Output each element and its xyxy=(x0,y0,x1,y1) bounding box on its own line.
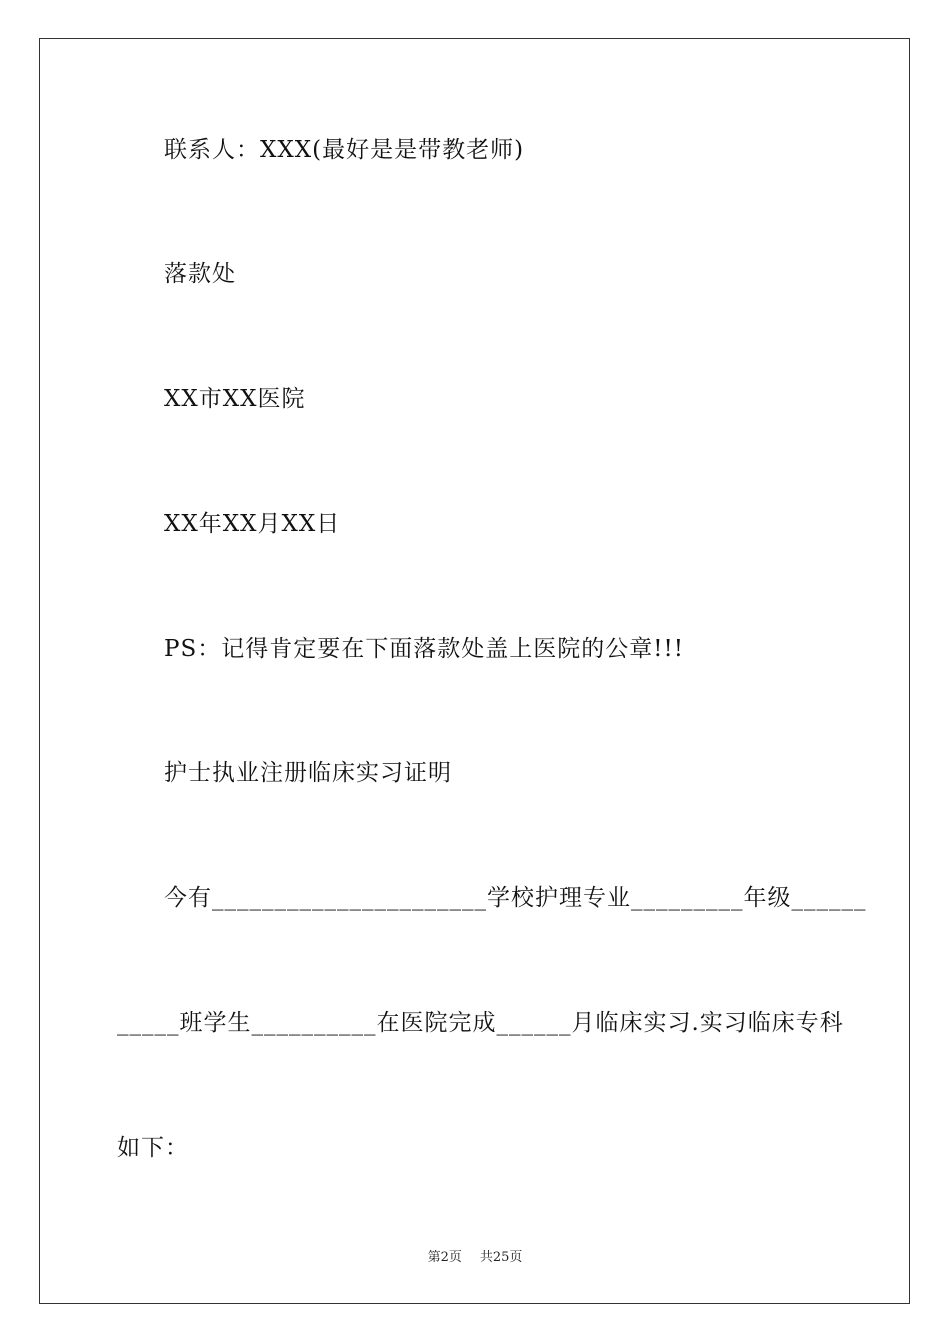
certificate-body-line-1: 今有______________________学校护理专业_________年级______ xyxy=(164,885,867,911)
signature-heading: 落款处 xyxy=(164,261,236,287)
ps-note: PS：记得肯定要在下面落款处盖上医院的公章!!! xyxy=(164,636,684,662)
page-number: 第2页 xyxy=(427,1250,462,1265)
hospital-name-line: XX市XX医院 xyxy=(164,386,306,412)
page-footer xyxy=(0,1249,950,1267)
certificate-title: 护士执业注册临床实习证明 xyxy=(164,760,452,786)
page-border xyxy=(39,38,910,1304)
page-total: 共25页 xyxy=(479,1250,523,1265)
date-line: XX年XX月XX日 xyxy=(164,511,341,537)
certificate-body-line-3: 如下： xyxy=(117,1135,189,1161)
certificate-body-line-2: _____班学生__________在医院完成______月临床实习.实习临床专科 xyxy=(117,1010,844,1036)
contact-line: 联系人：XXX(最好是是带教老师) xyxy=(164,137,525,163)
